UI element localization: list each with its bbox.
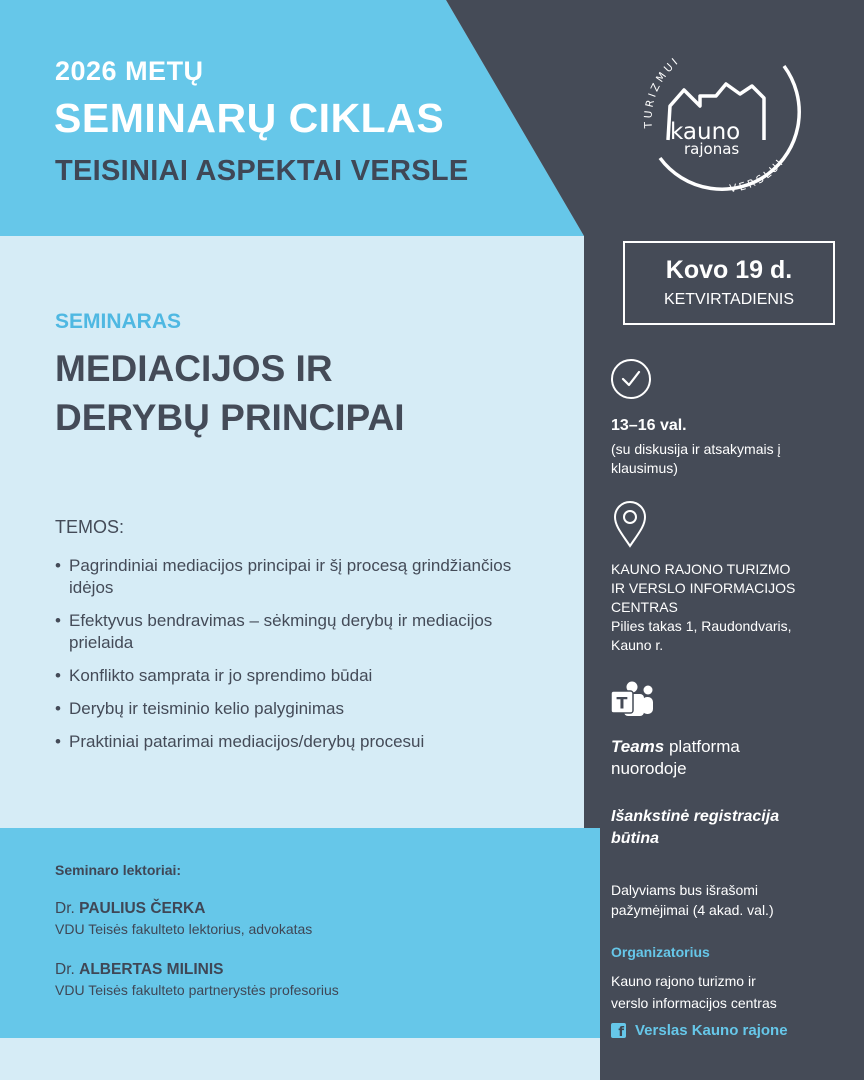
logo-arc-top: TURIZMUI	[642, 54, 683, 129]
facebook-link[interactable]	[611, 1022, 788, 1039]
venue-line: Pilies takas 1, Raudondvaris,	[611, 618, 792, 634]
venue-line: KAUNO RAJONO TURIZMO	[611, 561, 791, 577]
logo-word-rajonas: rajonas	[684, 140, 740, 158]
organizer-line: Kauno rajono turizmo ir	[611, 973, 756, 989]
organizer-name	[611, 970, 841, 1014]
logo-word-kauno: kauno	[670, 119, 741, 145]
lecturer	[55, 961, 339, 998]
certificate-line: Dalyviams bus išrašomi	[611, 882, 759, 898]
teams-bold: Teams	[611, 737, 665, 756]
lecturer-prefix: Dr.	[55, 961, 75, 978]
venue	[611, 560, 841, 655]
organizer-line: verslo informacijos centras	[611, 995, 777, 1011]
facebook-glyph: f	[618, 1025, 624, 1040]
clock-icon	[610, 358, 652, 400]
teams-info	[611, 736, 841, 780]
facebook-icon	[611, 1023, 626, 1038]
seminar-title-line: DERYBŲ PRINCIPAI	[55, 397, 405, 438]
organizer-label: Organizatorius	[611, 944, 710, 960]
lecturer	[55, 900, 312, 937]
teams-rest: platforma	[664, 737, 740, 756]
registration-line: būtina	[611, 830, 659, 847]
list-item: • Derybų ir teisminio kelio palyginimas	[55, 698, 555, 720]
lecturer-name-line	[55, 961, 339, 979]
seminar-title	[55, 344, 555, 442]
lecturer-prefix: Dr.	[55, 900, 75, 917]
certificate-line: pažymėjimai (4 akad. val.)	[611, 902, 774, 918]
lecturer-role: VDU Teisės fakulteto lektorius, advokatas	[55, 921, 313, 937]
list-item: • Praktiniai patarimai mediacijos/derybų procesui	[55, 731, 555, 753]
date-weekday: KETVIRTADIENIS	[663, 291, 795, 308]
location-pin-icon	[612, 500, 648, 548]
kauno-rajonas-logo	[640, 36, 810, 196]
venue-line: Kauno r.	[611, 637, 664, 653]
teams-icon	[610, 680, 656, 720]
lecturer-name: ALBERTAS MILINIS	[79, 961, 224, 978]
list-item: • Pagrindiniai mediacijos principai ir šį procesą grindžiančios idėjos	[55, 555, 555, 599]
logo-arc-bottom: VERSLUI	[728, 155, 788, 196]
header-subtitle: TEISINIAI ASPEKTAI VERSLE	[55, 155, 469, 187]
date-box	[623, 241, 835, 325]
svg-text:VERSLUI	[729, 156, 788, 195]
list-item: • Konflikto samprata ir jo sprendimo būdai	[55, 665, 555, 687]
lecturer-name-line	[55, 900, 312, 918]
svg-text:T: T	[616, 693, 628, 713]
time-note: (su diskusija ir atsakymais į klausimus)	[611, 441, 781, 476]
venue-line: IR VERSLO INFORMACIJOS	[611, 580, 796, 596]
header-year: 2026 METŲ	[55, 56, 204, 86]
venue-line: CENTRAS	[611, 599, 678, 615]
registration-line: Išankstinė registracija	[611, 808, 780, 825]
header-title: SEMINARŲ CIKLAS	[54, 95, 445, 141]
certificate-note	[611, 880, 841, 920]
bottom-strip	[0, 1038, 600, 1080]
list-item: • Efektyvus bendravimas – sėkmingų derybų ir mediacijos prielaida	[55, 610, 555, 654]
topics-label: TEMOS:	[55, 517, 125, 537]
registration-note	[611, 806, 841, 850]
topics-list	[55, 555, 555, 764]
teams-line2: nuorodoje	[611, 759, 687, 778]
seminar-title-line: MEDIACIJOS IR	[55, 348, 333, 389]
lecturer-role: VDU Teisės fakulteto partnerystės profesorius	[55, 982, 339, 998]
lecturer-name: PAULIUS ČERKA	[79, 900, 206, 917]
seminar-label: SEMINARAS	[55, 310, 182, 333]
teams-line	[611, 736, 841, 758]
date-main: Kovo 19 d.	[665, 256, 793, 284]
facebook-label: Verslas Kauno rajone	[635, 1022, 788, 1039]
lecturers-label: Seminaro lektoriai:	[55, 862, 182, 878]
time-main: 13–16 val.	[611, 417, 687, 434]
